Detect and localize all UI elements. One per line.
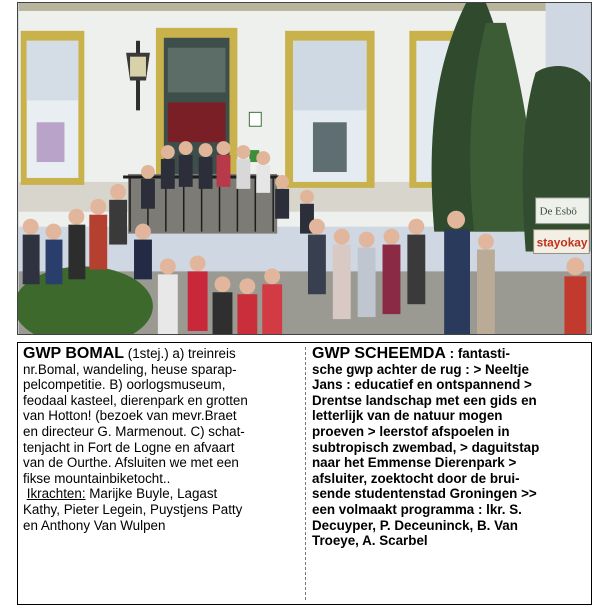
scheemda-line-11: een volmaakt programma : lkr. S. [312, 501, 522, 517]
column-divider [305, 347, 306, 600]
bomal-line-6: en directeur G. Marmenout. C) schat- [23, 423, 245, 439]
scheemda-line-1: GWP SCHEEMDA : fantasti- [312, 345, 510, 362]
group-photo-illustration [18, 3, 591, 334]
bomal-line-2: nr.Bomal, wandeling, heuse sparap- [23, 361, 237, 377]
stayokay-sign [534, 230, 590, 254]
scheemda-line-4: Drentse landschap met een gids en [312, 392, 537, 408]
scheemda-line-9: afsluiter, zoektocht door de brui- [312, 470, 520, 486]
scheemda-line-2: sche gwp achter de rug : > Neeltje [312, 361, 529, 377]
hostel-name-text: De Esbö [539, 205, 577, 218]
window-left [21, 31, 85, 185]
info-textbox [17, 342, 592, 605]
scheemda-line-13: Troeye, A. Scarbel [312, 533, 428, 549]
bomal-line-1: GWP BOMAL (1stej.) a) treinreis [23, 345, 236, 362]
bomal-title: GWP BOMAL [23, 345, 125, 362]
bomal-line-4: feodaal kasteel, dierenpark en grotten [23, 392, 248, 408]
bomal-line-7: tenjacht in Fort de Logne en afvaart [23, 439, 235, 455]
stayokay-text: stayokay [536, 235, 588, 250]
bomal-line-12: en Anthony Van Wulpen [23, 517, 166, 533]
bomal-line-10: Ikrachten: Marijke Buyle, Lagast [26, 486, 218, 502]
scheemda-line-3: Jans : educatief en ontspannend > [312, 377, 532, 393]
bomal-teachers-label: Ikrachten: [26, 486, 86, 502]
bomal-line-9: fikse mountainbiketocht.. [23, 470, 171, 486]
scheemda-line-8: naar het Emmense Dierenpark > [312, 455, 517, 471]
scheemda-line-10: sende studentenstad Groningen >> [312, 486, 537, 502]
bomal-line-11: Kathy, Pieter Legein, Puystjens Patty [23, 501, 243, 517]
hostel-sign [536, 198, 590, 224]
bomal-column [23, 346, 298, 533]
window-middle [285, 31, 374, 188]
scheemda-column [312, 346, 588, 549]
group-photo [17, 2, 592, 335]
scheemda-line-12: Decuyper, P. Deceuninck, B. Van [312, 517, 518, 533]
bomal-line-5: van Hotton! (bezoek van mevr.Braet [23, 408, 237, 424]
scheemda-line-6: proeven > leerstof afspoelen in [312, 423, 510, 439]
scheemda-title: GWP SCHEEMDA [312, 345, 446, 362]
scheemda-line-5: letterlijk van de natuur mogen [312, 408, 503, 424]
bomal-line-8: van de Ourthe. Afsluiten we met een [23, 455, 239, 471]
scheemda-line-7: subtropisch zwembad, > daguitstap [312, 439, 540, 455]
bomal-line-3: pelcompetitie. B) oorlogsmuseum, [23, 377, 226, 393]
